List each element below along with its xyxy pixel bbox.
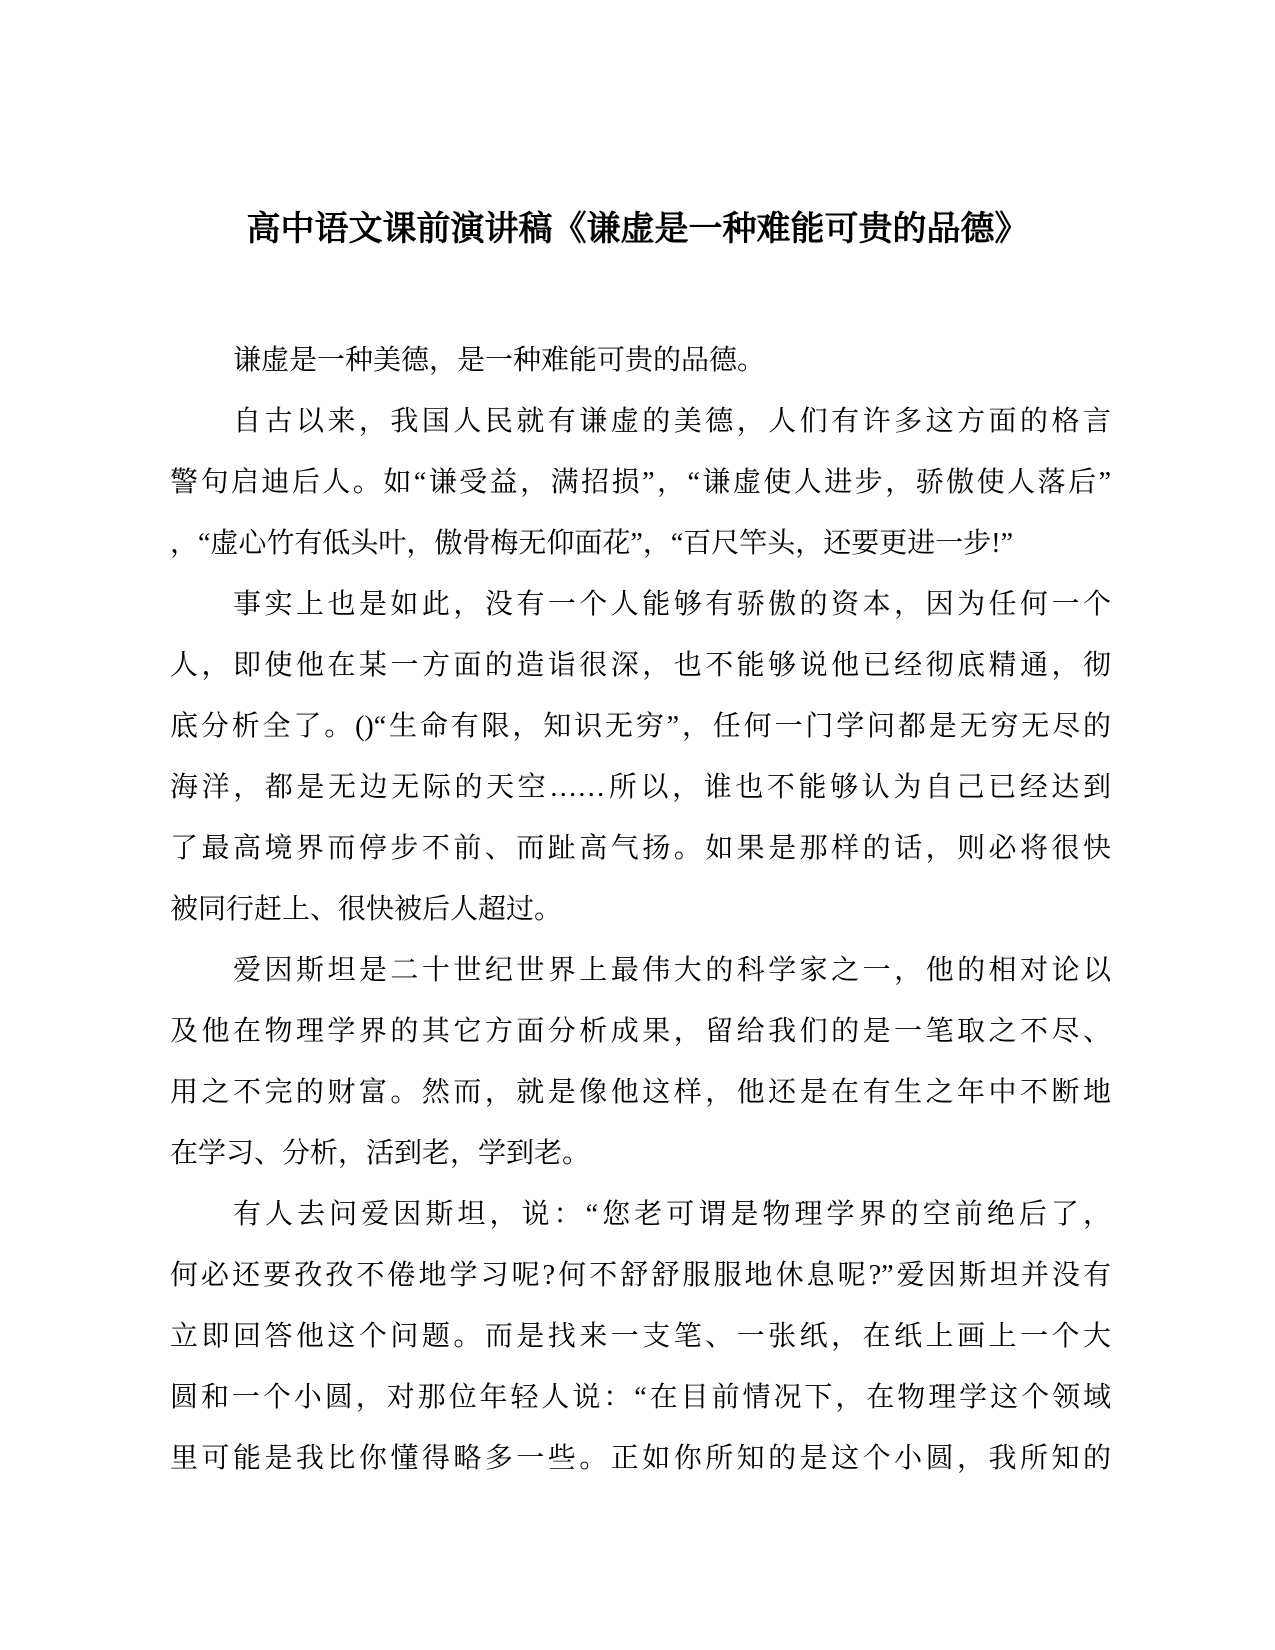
text-line: 圆和一个小圆，对那位年轻人说：“在目前情况下，在物理学这个领域 xyxy=(170,1382,1111,1413)
text-line: 立即回答他这个问题。而是找来一支笔、一张纸，在纸上画上一个大 xyxy=(170,1321,1111,1352)
text-line: 被同行赶上、很快被后人超过。 xyxy=(170,894,563,925)
text-line: 及他在物理学界的其它方面分析成果，留给我们的是一笔取之不尽、 xyxy=(170,1016,1111,1047)
text-line: 谦虚是一种美德，是一种难能可贵的品德。 xyxy=(233,345,766,376)
text-line: 自古以来，我国人民就有谦虚的美德，人们有许多这方面的格言 xyxy=(233,406,1111,437)
text-line: 爱因斯坦是二十世纪世界上最伟大的科学家之一，他的相对论以 xyxy=(233,955,1111,986)
text-line: 人，即使他在某一方面的造诣很深，也不能够说他已经彻底精通，彻 xyxy=(170,650,1111,681)
text-line: 里可能是我比你懂得略多一些。正如你所知的是这个小圆，我所知的 xyxy=(170,1443,1111,1474)
document-body xyxy=(170,330,1111,1489)
text-line: ，“虚心竹有低头叶，傲骨梅无仰面花”，“百尺竿头，还要更进一步!” xyxy=(170,528,1014,559)
text-line: 事实上也是如此，没有一个人能够有骄傲的资本，因为任何一个 xyxy=(233,589,1111,620)
text-line: 底分析全了。()“生命有限，知识无穷”，任何一门学问都是无穷无尽的 xyxy=(170,711,1111,742)
page-title: 高中语文课前演讲稿《谦虚是一种难能可贵的品德》 xyxy=(246,210,1029,248)
text-line: 用之不完的财富。然而，就是像他这样，他还是在有生之年中不断地 xyxy=(170,1077,1111,1108)
text-line: 何必还要孜孜不倦地学习呢?何不舒舒服服地休息呢?”爱因斯坦并没有 xyxy=(170,1260,1111,1291)
text-line: 警句启迪后人。如“谦受益，满招损”，“谦虚使人进步，骄傲使人落后” xyxy=(170,467,1111,498)
paragraph xyxy=(170,574,1111,940)
paragraph xyxy=(170,1184,1111,1489)
paragraph xyxy=(170,940,1111,1184)
text-line: 了最高境界而停步不前、而趾高气扬。如果是那样的话，则必将很快 xyxy=(170,833,1111,864)
paragraph xyxy=(170,330,1111,391)
text-line: 有人去问爱因斯坦，说：“您老可谓是物理学界的空前绝后了， xyxy=(233,1199,1111,1230)
paragraph xyxy=(170,391,1111,574)
text-line: 在学习、分析，活到老，学到老。 xyxy=(170,1138,591,1169)
text-line: 海洋，都是无边无际的天空……所以，谁也不能够认为自己已经达到 xyxy=(170,772,1111,803)
